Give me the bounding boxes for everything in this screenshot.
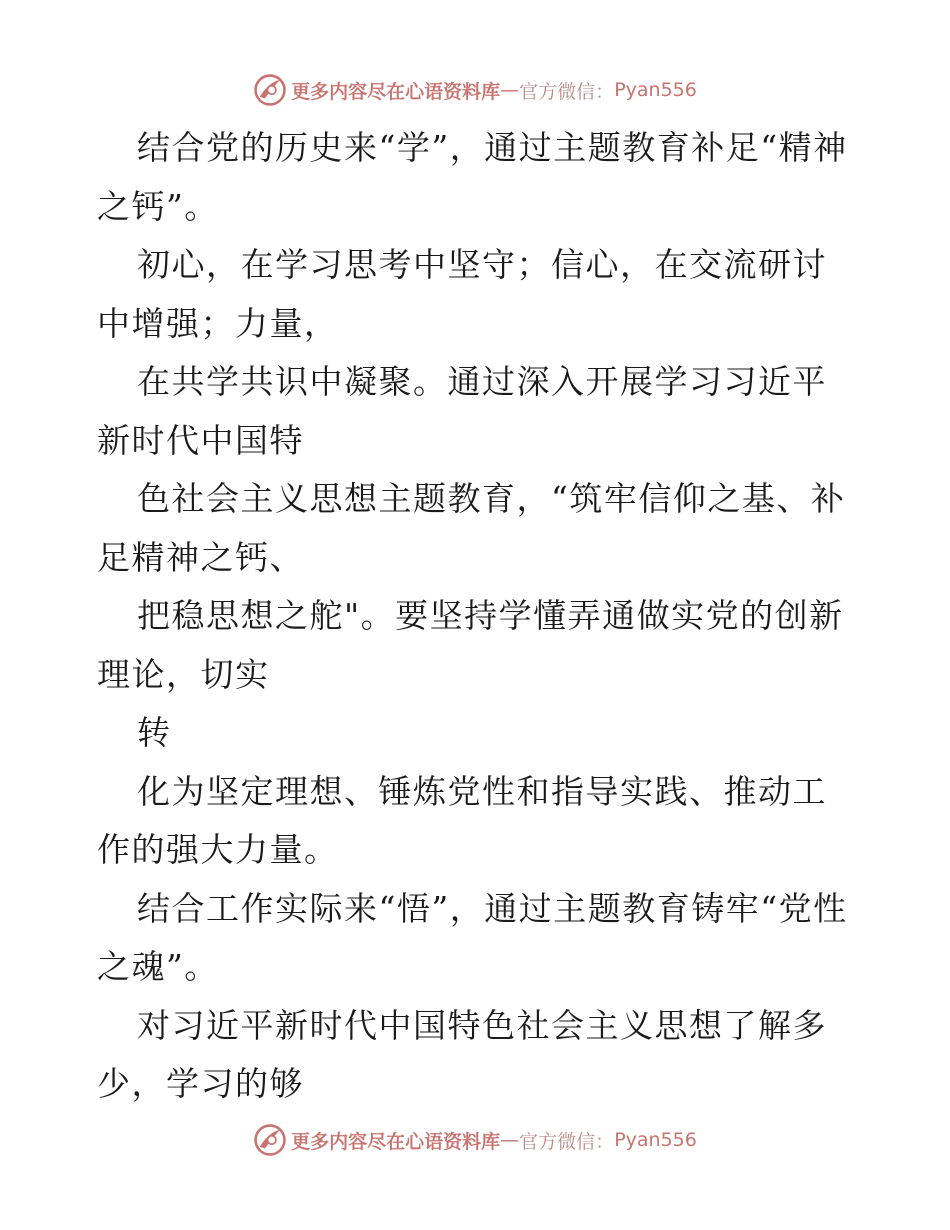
paragraph: 化为坚定理想、锤炼党性和指导实践、推动工作的强大力量。 [97, 771, 827, 869]
banner-brand-text: 更多内容尽在心语资料库 [291, 1130, 501, 1153]
paragraph: 把稳思想之舵"。要坚持学懂弄通做实党的创新理论，切实 [97, 596, 844, 694]
paragraph: 初心，在学习思考中坚守；信心，在交流研讨中增强；力量， [97, 245, 827, 343]
header-banner [0, 70, 950, 110]
document-body [97, 119, 857, 1114]
banner-wechat-label: 官方微信： [519, 1130, 615, 1153]
paragraph: 色社会主义思想主题教育，“筑牢信仰之基、补足精神之钙、 [97, 479, 846, 577]
banner-separator: — [500, 79, 520, 101]
banner-separator: — [500, 1129, 520, 1151]
banner-wechat-id: Pyan556 [614, 1129, 697, 1151]
paragraph: 结合党的历史来“学”，通过主题教育补足“精神之钙”。 [97, 128, 848, 226]
logo-icon [253, 73, 287, 107]
banner-wechat-label: 官方微信： [519, 80, 615, 103]
logo-icon [253, 1123, 287, 1157]
banner-brand-text: 更多内容尽在心语资料库 [291, 80, 501, 103]
paragraph: 转 [137, 713, 172, 752]
banner-wechat-id: Pyan556 [614, 79, 697, 101]
paragraph: 结合工作实际来“悟”，通过主题教育铸牢“党性之魂”。 [97, 888, 848, 986]
paragraph: 在共学共识中凝聚。通过深入开展学习习近平新时代中国特 [97, 362, 827, 460]
paragraph: 对习近平新时代中国特色社会主义思想了解多少，学习的够 [97, 1005, 827, 1103]
footer-banner [0, 1120, 950, 1160]
